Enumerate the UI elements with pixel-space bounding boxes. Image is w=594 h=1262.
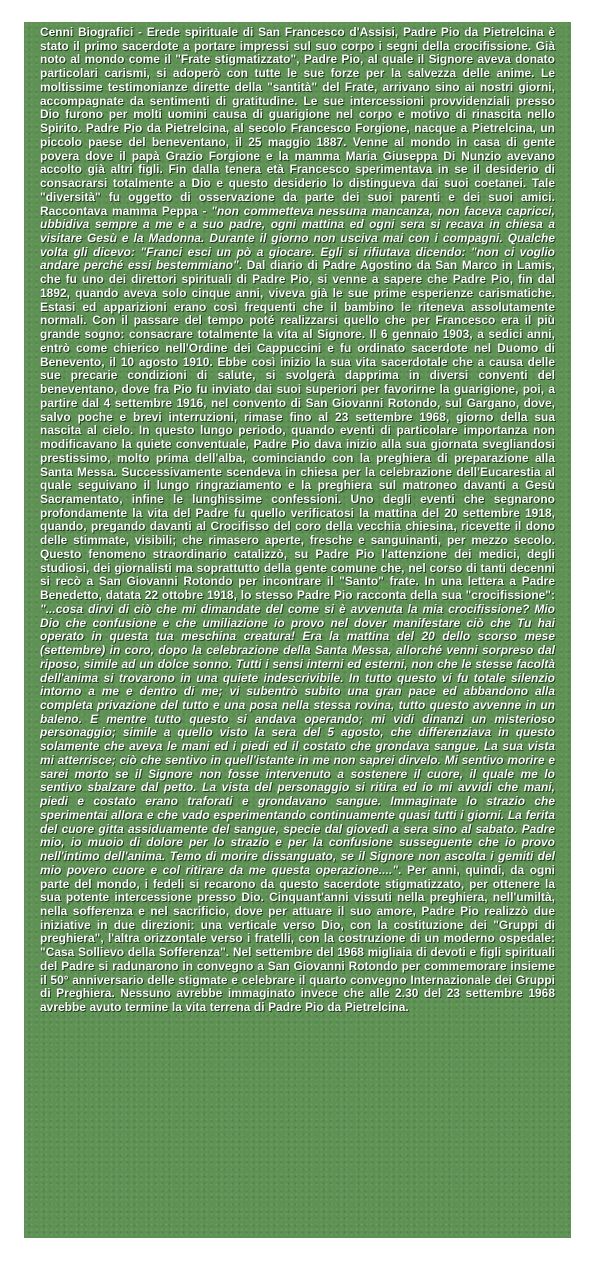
- text-segment-closing: . Per anni, quindi, da ogni parte del mondo, i fedeli si recarono da questo sacerdote stigmatizzato, per ottenere la sua potente intercessione presso Dio. Cinquant'anni vissuti nella preghiera, nell'umiltà, nella sofferenza e nel sacrificio, dove per attuare il suo amore, Padre Pio realizzò due iniziative in due direzioni: una verticale verso Dio, con la costituzione dei "Gruppi di preghiera", l'altra orizzontale verso i fratelli, con la costruzione di un moderno ospedale: "Casa Sollievo della Sofferenza". Nel settembre del 1968 migliaia di devoti e figli spirituali del Padre si radunarono in convegno a San Giovanni Rotondo per commemorare insieme il 50° anniversario delle stigmate e celebrare il quarto convegno Internazionale dei Gruppi di Preghiera. Nessuno avrebbe immaginato invece che alle 2.30 del 23 settembre 1968 avrebbe avuto termine la vita terrena di Padre Pio da Pietrelcina.: [40, 862, 555, 1015]
- text-segment-intro: Cenni Biografici - Erede spirituale di San Francesco d'Assisi, Padre Pio da Pietrelcina è stato il primo sacerdote a portare impressi sul suo corpo i segni della crocifissione. Già noto al mondo come il "Frate stigmatizzato", Padre Pio, al quale il Signore aveva donato particolari carismi, si adoperò con tutte le sue forze per la salvezza delle anime. Le moltissime testimonianze dirette della "santità" del Frate, arrivano sino ai nostri giorni, accompagnate da sentimenti di gratitudine. Le sue intercessioni provvidenziali presso Dio furono per molti uomini causa di guarigione nel corpo e motivo di rinascita nello Spirito. Padre Pio da Pietrelcina, al secolo Francesco Forgione, nacque a Pietrelcina, un piccolo paese del beneventano, il 25 maggio 1887. Venne al mondo in casa di gente povera dove il papà Grazio Forgione e la mamma Maria Giuseppa Di Nunzio avevano accolto già altri figli. Fin dalla tenera età Francesco sperimentava in se il desiderio di consacrarsi totalmente a Dio e questo desiderio lo distingueva dai suoi coetanei. Tale "diversità" fu oggetto di osservazione da parte dei suoi parenti e dei suoi amici. Raccontava mamma Peppa -: [40, 25, 555, 218]
- biography-text: [40, 26, 555, 1015]
- quote-letter: "...cosa dirvi di ciò che mi dimandate del come si è avvenuta la mia crocifissione? Mio Dio che confusione e che umiliazione io provo nel dover manifestare ciò che Tu hai operato in questa tua meschina creatura! Era la mattina del 20 dello scorso mese (settembre) in coro, dopo la celebrazione della Santa Messa, allorché venni sorpreso dal riposo, simile ad un dolce sonno. Tutti i sensi interni ed esterni, non che le stesse facoltà dell'anima si trovarono in una quiete indescrivibile. In tutto questo vi fu totale silenzio intorno a me e dentro di me; vi subentrò subito una gran pace ed abbandono alla completa privazione del tutto e una posa nella stessa rovina, tutto questo avvenne in un baleno. E mentre tutto questo si andava operando; mi vidi dinanzi un misterioso personaggio; simile a quello visto la sera del 5 agosto, che differenziava in questo solamente che aveva le mani ed i piedi ed il costato che grondava sangue. La sua vista mi atterrisce; ciò che sentivo in quell'istante in me non saprei dirvelo. Mi sentivo morire e sarei morto se il Signore non fosse intervenuto a sostenere il cuore, il quale me lo sentivo sbalzare dal petto. La vista del personaggio si ritira ed io mi avvidi che mani, piedi e costato erano traforati e grondavano sangue. Immaginate lo strazio che sperimentai allora e che vado esperimentando continuamente quasi tutti i giorni. La ferita del cuore gitta assiduamente del sangue, specie dal giovedì a sera sino al sabato. Padre mio, io muoio di dolore per lo strazio e per la confusione susseguente che io provo nell'intimo dell'anima. Temo di morire dissanguato, se il Signore non ascolta i gemiti del mio povero cuore e col ritirare da me questa operazione....": [40, 601, 555, 877]
- quote-mother: "non commetteva nessuna mancanza, non faceva capricci, ubbidiva sempre a me e a suo padre, ogni mattina ed ogni sera si recava in chiesa a visitare Gesù e la Madonna. Durante il giorno non usciva mai con i compagni. Qualche volta gli dicevo: "Franci esci un pò a giocare. Egli si rifiutava dicendo: "non ci voglio andare perché essi bestemmiano": [40, 203, 555, 273]
- green-text-panel: [24, 22, 571, 1238]
- text-segment-life: . Dal diario di Padre Agostino da San Marco in Lamis, che fu uno dei direttori spirituali di Padre Pio, si venne a sapere che Padre Pio, fin dal 1892, quando aveva solo cinque anni, viveva già le sue prime esperienze carismatiche. Estasi ed apparizioni erano così frequenti che il bambino le riteneva assolutamente normali. Con il passare del tempo poté realizzarsi quello che per Francesco era il più grande sogno: consacrare totalmente la vita al Signore. Il 6 gennaio 1903, a sedici anni, entrò come chierico nell'Ordine dei Cappuccini e fu ordinato sacerdote nel Duomo di Benevento, il 10 agosto 1910. Ebbe così inizio la sua vita sacerdotale che a causa delle sue precarie condizioni di salute, si svolgerà dapprima in diversi conventi del beneventano, dove fra Pio fu inviato dai suoi superiori per favorirne la guarigione, poi, a partire dal 4 settembre 1916, nel convento di San Giovanni Rotondo, sul Gargano, dove, salvo poche e brevi interruzioni, rimase fino al 23 settembre 1968, giorno della sua nascita al cielo. In questo lungo periodo, quando eventi di particolare importanza non modificavano la quiete conventuale, Padre Pio dava inizio alla sua giornata svegliandosi prestissimo, molto prima dell'alba, cominciando con la preghiera di preparazione alla Santa Messa. Successivamente scendeva in chiesa per la celebrazione dell'Eucarestia al quale seguivano il lungo ringraziamento e la preghiera sul matroneo davanti a Gesù Sacramentato, infine le lunghissime confessioni. Uno degli eventi che segnarono profondamente la vita del Padre fu quello verificatosi la mattina del 20 settembre 1918, quando, pregando davanti al Crocifisso del coro della vecchia chiesina, ricevette il dono delle stimmate, visibili; che rimasero aperte, fresche e sanguinanti, per mezzo secolo. Questo fenomeno straordinario catalizzò, su Padre Pio l'attenzione dei medici, degli studiosi, dei giornalisti ma soprattutto della gente comune che, nel corso di tanti decenni si recò a San Giovanni Rotondo per incontrare il "Santo" frate. In una lettera a Padre Benedetto, datata 22 ottobre 1918, lo stesso Padre Pio racconta della sua "crocifissione":: [40, 258, 555, 603]
